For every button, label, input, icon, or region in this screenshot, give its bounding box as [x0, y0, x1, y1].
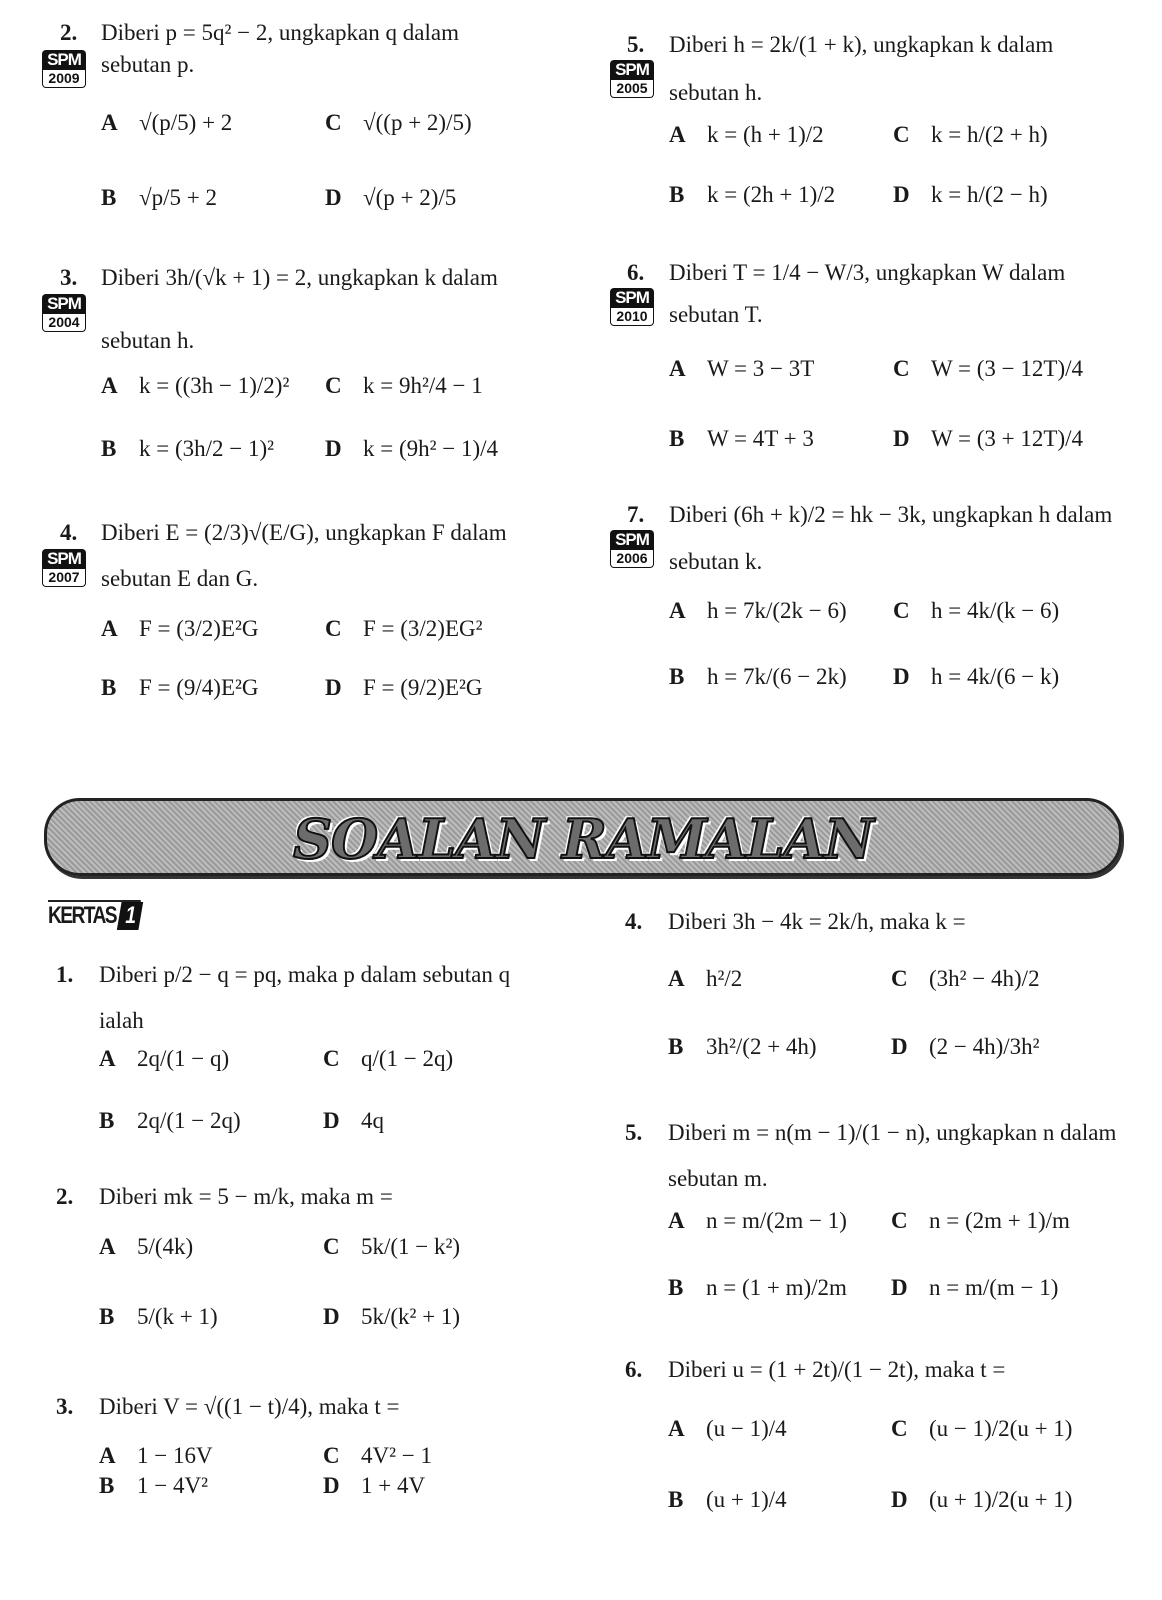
spm-badge: SPM 2010: [610, 288, 654, 326]
option-d[interactable]: D k = h/(2 − h): [893, 182, 1048, 207]
section-banner: [44, 798, 1122, 876]
option-a[interactable]: A (u − 1)/4: [668, 1416, 787, 1441]
question-stem: Diberi p = 5q² − 2, ungkapkan q dalam: [101, 20, 459, 45]
option-b[interactable]: B k = (2h + 1)/2: [669, 182, 836, 207]
option-c[interactable]: C k = h/(2 + h): [893, 122, 1048, 147]
option-b[interactable]: B h = 7k/(6 − 2k): [669, 664, 847, 689]
question-number: 4.: [625, 909, 643, 934]
option-c[interactable]: C h = 4k/(k − 6): [893, 598, 1060, 623]
option-a[interactable]: A 5/(4k): [99, 1234, 194, 1259]
question-stem: Diberi V = √((1 − t)/4), maka t =: [99, 1394, 400, 1419]
option-d[interactable]: D (u + 1)/2(u + 1): [891, 1487, 1073, 1512]
question-stem: Diberi 3h − 4k = 2k/h, maka k =: [668, 909, 966, 934]
question-stem: Diberi E = (2/3)√(E/G), ungkapkan F dalam: [101, 520, 507, 545]
paper-label: KERTAS 1: [48, 900, 141, 930]
option-a[interactable]: A h²/2: [668, 966, 743, 991]
spm-badge: SPM 2005: [610, 60, 654, 98]
question-number: 7.: [627, 502, 645, 527]
question-stem: Diberi u = (1 + 2t)/(1 − 2t), maka t =: [668, 1357, 1006, 1382]
option-c[interactable]: C q/(1 − 2q): [323, 1046, 454, 1071]
option-a[interactable]: A 1 − 16V: [99, 1443, 213, 1468]
question-stem: Diberi T = 1/4 − W/3, ungkapkan W dalam: [669, 260, 1066, 285]
option-b[interactable]: B 2q/(1 − 2q): [99, 1108, 241, 1133]
paper-number-badge: 1: [117, 902, 144, 930]
question-number: 2.: [56, 1184, 74, 1209]
option-d[interactable]: D √(p + 2)/5: [325, 185, 457, 210]
option-b[interactable]: B F = (9/4)E²G: [101, 675, 259, 700]
option-c[interactable]: C k = 9h²/4 − 1: [325, 373, 483, 398]
option-c[interactable]: C √((p + 2)/5): [325, 110, 472, 135]
question-stem-cont: sebutan T.: [669, 302, 763, 327]
option-a[interactable]: A √(p/5) + 2: [101, 110, 233, 135]
option-a[interactable]: A n = m/(2m − 1): [668, 1208, 847, 1233]
option-b[interactable]: B (u + 1)/4: [668, 1487, 787, 1512]
option-a[interactable]: A F = (3/2)E²G: [101, 616, 259, 641]
option-d[interactable]: D (2 − 4h)/3h²: [891, 1034, 1040, 1059]
question-number: 6.: [627, 260, 645, 285]
question-number: 2.: [60, 20, 78, 45]
option-c[interactable]: C F = (3/2)EG²: [325, 616, 483, 641]
question-number: 6.: [625, 1357, 643, 1382]
option-a[interactable]: A k = ((3h − 1)/2)²: [101, 373, 290, 398]
question-number: 5.: [627, 32, 645, 57]
question-stem: Diberi h = 2k/(1 + k), ungkapkan k dalam: [669, 32, 1054, 57]
question-number: 5.: [625, 1120, 643, 1145]
spm-badge: SPM 2006: [610, 530, 654, 568]
question-stem: Diberi (6h + k)/2 = hk − 3k, ungkapkan h dalam: [669, 502, 1113, 527]
question-stem: Diberi mk = 5 − m/k, maka m =: [99, 1184, 393, 1209]
option-b[interactable]: B 3h²/(2 + 4h): [668, 1034, 817, 1059]
option-d[interactable]: D F = (9/2)E²G: [325, 675, 483, 700]
question-stem-cont: sebutan k.: [669, 549, 763, 574]
option-d[interactable]: D W = (3 + 12T)/4: [893, 426, 1083, 451]
question-stem-cont: sebutan m.: [668, 1166, 768, 1191]
banner-title: SOALAN RAMALAN: [293, 807, 873, 871]
option-a[interactable]: A h = 7k/(2k − 6): [669, 598, 847, 623]
question-stem-cont: sebutan p.: [101, 52, 195, 77]
spm-badge: SPM 2009: [42, 50, 86, 88]
question-stem-cont: ialah: [99, 1008, 144, 1033]
question-stem: Diberi p/2 − q = pq, maka p dalam sebutan q: [99, 962, 511, 987]
question-number: 4.: [60, 520, 78, 545]
spm-badge: SPM 2007: [42, 549, 86, 587]
option-a[interactable]: A 2q/(1 − q): [99, 1046, 230, 1071]
option-b[interactable]: B 5/(k + 1): [99, 1304, 218, 1329]
option-b[interactable]: B W = 4T + 3: [669, 426, 814, 451]
option-b[interactable]: B n = (1 + m)/2m: [668, 1275, 847, 1300]
question-stem: Diberi m = n(m − 1)/(1 − n), ungkapkan n dalam: [668, 1120, 1117, 1145]
option-a[interactable]: A k = (h + 1)/2: [669, 122, 824, 147]
option-c[interactable]: C 4V² − 1: [323, 1443, 432, 1468]
option-a[interactable]: A W = 3 − 3T: [669, 356, 815, 381]
option-b[interactable]: B √p/5 + 2: [101, 185, 217, 210]
question-number: 3.: [60, 265, 78, 290]
option-d[interactable]: D k = (9h² − 1)/4: [325, 436, 499, 461]
question-stem: Diberi 3h/(√k + 1) = 2, ungkapkan k dalam: [101, 265, 498, 290]
option-d[interactable]: D 4q: [323, 1108, 384, 1133]
option-b[interactable]: B k = (3h/2 − 1)²: [101, 436, 275, 461]
option-b[interactable]: B 1 − 4V²: [99, 1473, 208, 1498]
option-c[interactable]: C n = (2m + 1)/m: [891, 1208, 1070, 1233]
option-d[interactable]: D n = m/(m − 1): [891, 1275, 1059, 1300]
option-c[interactable]: C (3h² − 4h)/2: [891, 966, 1040, 991]
option-c[interactable]: C (u − 1)/2(u + 1): [891, 1416, 1073, 1441]
spm-badge: SPM 2004: [42, 294, 86, 332]
option-c[interactable]: C 5k/(1 − k²): [323, 1234, 461, 1259]
question-number: 1.: [56, 962, 74, 987]
option-d[interactable]: D 5k/(k² + 1): [323, 1304, 461, 1329]
question-stem-cont: sebutan h.: [101, 328, 195, 353]
option-d[interactable]: D h = 4k/(6 − k): [893, 664, 1060, 689]
option-c[interactable]: C W = (3 − 12T)/4: [893, 356, 1083, 381]
question-stem-cont: sebutan h.: [669, 80, 763, 105]
question-number: 3.: [56, 1394, 74, 1419]
option-d[interactable]: D 1 + 4V: [323, 1473, 426, 1498]
question-stem-cont: sebutan E dan G.: [101, 566, 259, 591]
